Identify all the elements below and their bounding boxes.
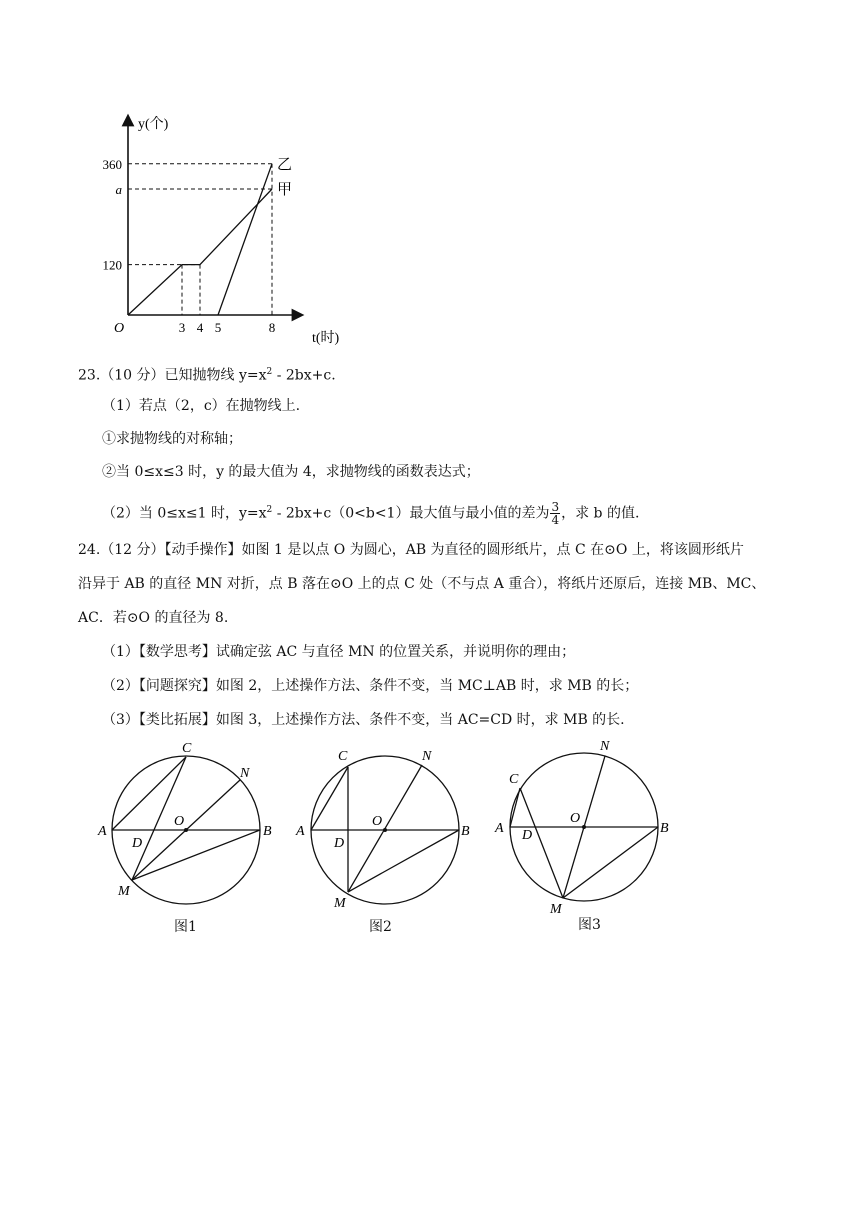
label-m: M bbox=[550, 902, 562, 917]
series-label: 乙 bbox=[277, 156, 293, 173]
q24-line3: AC．若⊙O 的直径为 8. bbox=[78, 610, 229, 626]
chord-mc bbox=[520, 788, 563, 898]
q23-part2-b: - 2bx+c（0<b<1）最大值与最小值的差为 bbox=[272, 505, 550, 522]
label-a: A bbox=[495, 821, 504, 836]
x-axis-label: t(时) bbox=[312, 331, 340, 345]
circle-figures bbox=[90, 735, 710, 945]
center-point bbox=[184, 828, 188, 832]
label-n: N bbox=[240, 766, 250, 781]
figure-1 bbox=[97, 741, 272, 904]
q24-line2: 沿异于 AB 的直径 MN 对折，点 B 落在⊙O 上的点 C 处（不与点 A 重合），将纸片还原后，连接 MB、MC、 bbox=[78, 576, 766, 592]
series-line-yi bbox=[218, 164, 272, 315]
series-label: 甲 bbox=[277, 182, 293, 198]
label-a: A bbox=[98, 824, 107, 839]
label-c: C bbox=[338, 749, 348, 764]
x-tick-label: 3 bbox=[178, 320, 186, 335]
q23-part1b bbox=[102, 462, 480, 482]
label-m: M bbox=[334, 896, 346, 911]
q24-part3: （3）【类比拓展】如图 3，上述操作方法、条件不变，当 AC=CD 时，求 MB 的长. bbox=[102, 712, 625, 728]
q23-part1b-mark: ② bbox=[102, 464, 116, 480]
label-b: B bbox=[461, 824, 470, 839]
q23-part2-exponent: 2 bbox=[266, 505, 273, 515]
label-o: O bbox=[372, 814, 383, 829]
q23-part1b-text: 当 0≤x≤3 时，y 的最大值为 4，求抛物线的函数表达式； bbox=[116, 464, 480, 480]
center-point bbox=[582, 825, 586, 829]
figure-2 bbox=[295, 749, 470, 911]
q23-part1a bbox=[102, 429, 242, 449]
center-point bbox=[383, 828, 387, 832]
chord-ac bbox=[510, 788, 520, 827]
q23-title-rest: - 2bx+c. bbox=[272, 367, 336, 384]
label-o: O bbox=[174, 814, 185, 829]
line-chart bbox=[100, 110, 340, 345]
fraction bbox=[550, 501, 560, 526]
fraction-denominator: 4 bbox=[551, 513, 560, 528]
chart-series bbox=[128, 164, 272, 315]
label-n: N bbox=[422, 749, 432, 764]
q23-part1a-text: 求抛物线的对称轴； bbox=[116, 431, 242, 447]
q24-line1: 24.（12 分）【动手操作】如图 1 是以点 O 为圆心，AB 为直径的圆形纸片，点 C 在⊙O 上，将该圆形纸片 bbox=[78, 542, 744, 558]
label-c: C bbox=[509, 772, 519, 787]
chord-mb bbox=[563, 827, 658, 898]
q23-title-exponent: 2 bbox=[266, 367, 273, 377]
x-tick-label: 5 bbox=[214, 320, 222, 335]
figure-3 bbox=[494, 739, 669, 917]
label-b: B bbox=[660, 821, 669, 836]
label-d: D bbox=[334, 836, 345, 851]
caption-figure-1: 图1 bbox=[174, 919, 197, 935]
caption-figure-2: 图2 bbox=[369, 919, 392, 935]
origin-label: O bbox=[114, 321, 125, 336]
y-tick-label: a bbox=[115, 182, 122, 197]
chart-svg bbox=[100, 110, 340, 345]
q23-points: （10 分） bbox=[100, 367, 165, 384]
q23-part2-c: ，求 b 的值. bbox=[561, 505, 640, 522]
label-d: D bbox=[522, 828, 533, 843]
label-n: N bbox=[600, 739, 610, 754]
x-tick-label: 8 bbox=[268, 320, 276, 335]
q23-title bbox=[78, 362, 336, 386]
label-a: A bbox=[296, 824, 305, 839]
q24-part2: （2）【问题探究】如图 2，上述操作方法、条件不变，当 MC⊥AB 时，求 MB 的长； bbox=[102, 678, 639, 694]
caption-figure-3: 图3 bbox=[578, 917, 601, 933]
label-c: C bbox=[182, 741, 192, 756]
chord-mb bbox=[348, 830, 459, 892]
q23-title-text: 已知抛物线 y=x bbox=[164, 367, 267, 384]
fraction-numerator: 3 bbox=[551, 500, 560, 515]
x-tick-label: 4 bbox=[196, 320, 204, 335]
label-b: B bbox=[263, 824, 272, 839]
q23-part1a-mark: ① bbox=[102, 431, 116, 447]
chart-labels bbox=[103, 116, 340, 345]
q23-number: 23. bbox=[78, 367, 101, 384]
circle-figures-svg bbox=[90, 735, 710, 945]
q23-part1: （1）若点（2，c）在抛物线上. bbox=[102, 398, 301, 414]
q23-part2-a: （2）当 0≤x≤1 时，y=x bbox=[102, 505, 267, 522]
y-axis-label: y(个) bbox=[138, 117, 169, 132]
y-tick-label: 360 bbox=[102, 156, 122, 172]
label-m: M bbox=[118, 884, 130, 899]
label-d: D bbox=[132, 836, 143, 851]
q24-part1: （1）【数学思考】试确定弦 AC 与直径 MN 的位置关系，并说明你的理由； bbox=[102, 644, 576, 660]
q23-part2 bbox=[102, 500, 639, 526]
chart-guides bbox=[128, 164, 272, 315]
label-o: O bbox=[570, 811, 581, 826]
y-tick-label: 120 bbox=[102, 257, 122, 273]
chord-ac bbox=[311, 767, 348, 830]
